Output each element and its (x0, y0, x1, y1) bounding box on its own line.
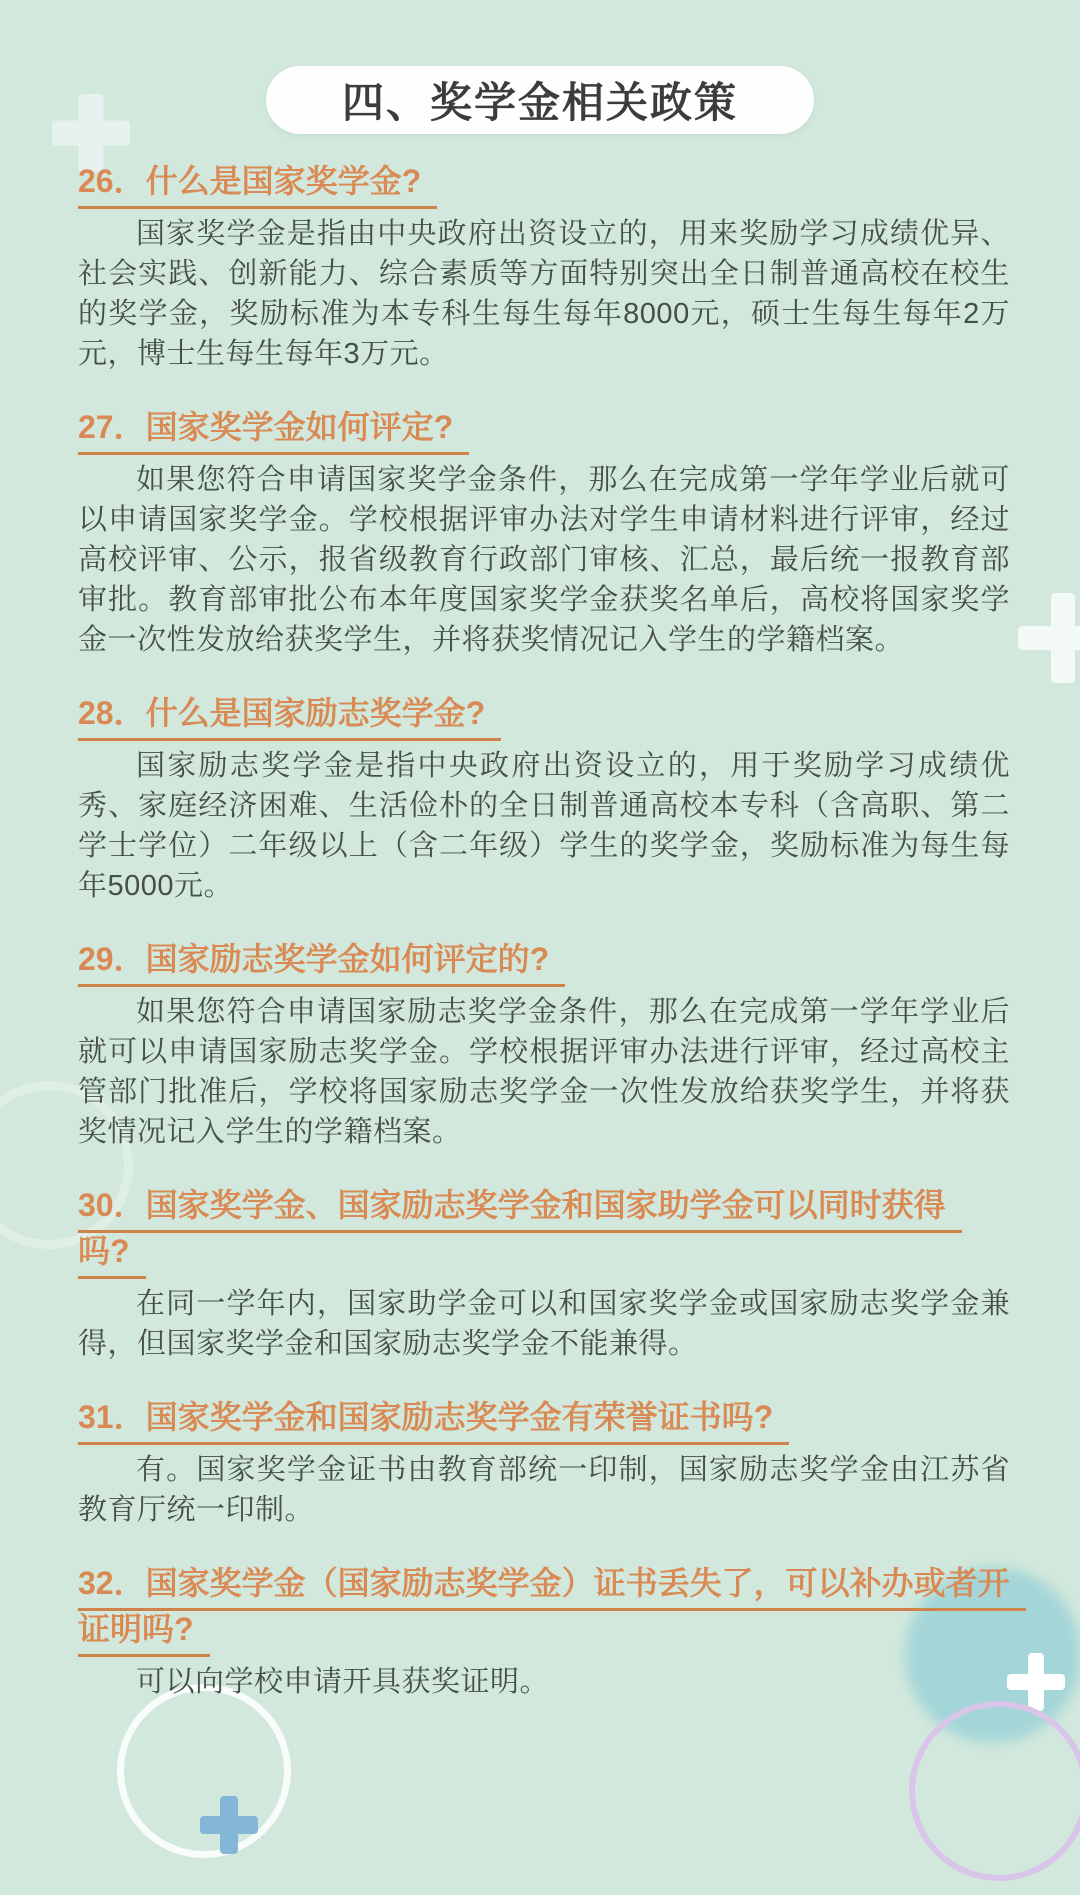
question-text: 30．国家奖学金、国家励志奖学金和国家助学金可以同时获得吗? (78, 1187, 962, 1279)
qa-section-27 (78, 404, 1010, 660)
question-text: 28．什么是国家励志奖学金? (78, 695, 501, 741)
qa-section-29 (78, 936, 1010, 1152)
title-banner (266, 66, 814, 134)
qa-section-32 (78, 1560, 1010, 1702)
question-heading (78, 158, 1010, 204)
qa-section-28 (78, 690, 1010, 906)
question-heading (78, 690, 1010, 736)
answer-paragraph: 在同一学年内，国家助学金可以和国家奖学金或国家励志奖学金兼得，但国家奖学金和国家励志奖学金不能兼得。 (78, 1288, 1010, 1360)
page-title: 四、奖学金相关政策 (341, 79, 738, 126)
faq-content (0, 158, 1080, 1702)
question-heading (78, 1182, 1010, 1274)
bottom-right-lavender-ring-icon (909, 1701, 1080, 1881)
answer-paragraph: 有。国家奖学金证书由教育部统一印制，国家励志奖学金由江苏省教育厅统一印制。 (78, 1454, 1010, 1526)
answer-paragraph: 国家励志奖学金是指中央政府出资设立的，用于奖励学习成绩优秀、家庭经济困难、生活俭朴的全日制普通高校本专科（含高职、第二学士学位）二年级以上（含二年级）学生的奖学金，奖励标准为每生每年5000元。 (78, 750, 1010, 902)
question-text: 31．国家奖学金和国家励志奖学金有荣誉证书吗? (78, 1399, 789, 1445)
answer-paragraph: 国家奖学金是指由中央政府出资设立的，用来奖励学习成绩优异、社会实践、创新能力、综合素质等方面特别突出全日制普通高校在校生的奖学金，奖励标准为本专科生每生每年8000元，硕士生每生每年2万元，博士生每生每年3万元。 (78, 218, 1010, 370)
question-text: 26．什么是国家奖学金? (78, 163, 437, 209)
qa-section-31 (78, 1394, 1010, 1530)
answer-paragraph: 如果您符合申请国家励志奖学金条件，那么在完成第一学年学业后就可以申请国家励志奖学金。学校根据评审办法进行评审，经过高校主管部门批准后，学校将国家励志奖学金一次性发放给获奖学生，并将获奖情况记入学生的学籍档案。 (78, 996, 1010, 1148)
question-heading (78, 936, 1010, 982)
question-text: 32．国家奖学金（国家励志奖学金）证书丢失了，可以补办或者开证明吗? (78, 1565, 1026, 1657)
qa-section-26 (78, 158, 1010, 374)
bottom-left-blue-plus-icon (200, 1796, 258, 1854)
infographic-page (0, 66, 1080, 1895)
question-text: 29．国家励志奖学金如何评定的? (78, 941, 565, 987)
question-heading (78, 1560, 1010, 1652)
question-heading (78, 404, 1010, 450)
answer-paragraph: 可以向学校申请开具获奖证明。 (136, 1666, 550, 1698)
answer-paragraph: 如果您符合申请国家奖学金条件，那么在完成第一学年学业后就可以申请国家奖学金。学校根据评审办法对学生申请材料进行评审，经过高校评审、公示，报省级教育行政部门审核、汇总，最后统一报教育部审批。教育部审批公布本年度国家奖学金获奖名单后，高校将国家奖学金一次性发放给获奖学生，并将获奖情况记入学生的学籍档案。 (78, 464, 1010, 656)
question-text: 27．国家奖学金如何评定? (78, 409, 469, 455)
qa-section-30 (78, 1182, 1010, 1364)
question-heading (78, 1394, 1010, 1440)
